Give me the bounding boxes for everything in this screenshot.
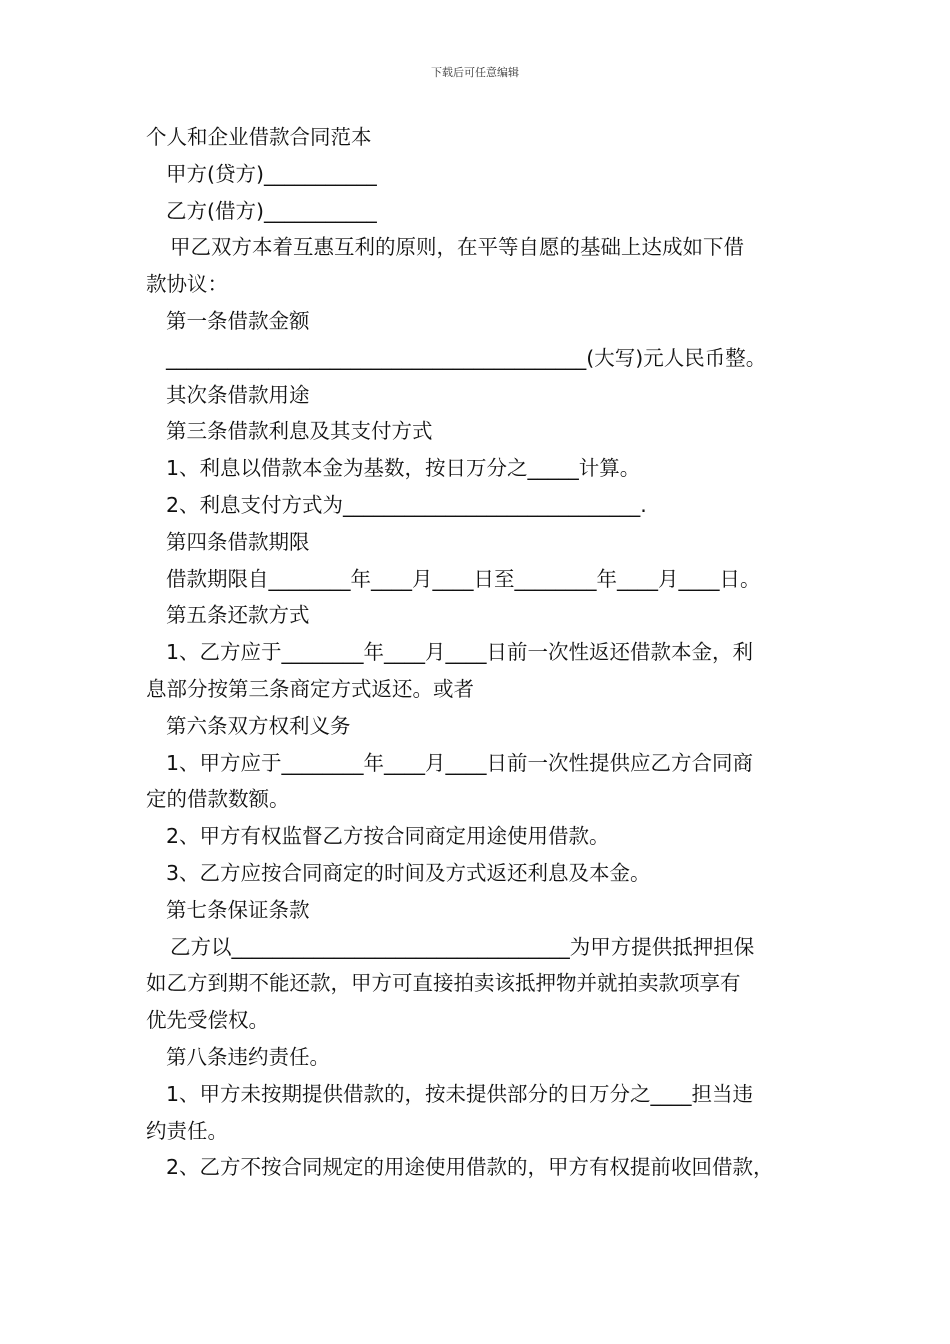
contract-line: 2、利息支付方式为_____________________________. [166,492,647,517]
contract-line: 甲乙双方本着互惠互利的原则，在平等自愿的基础上达成如下借 [170,235,744,260]
contract-line: _________________________________________(大写)元人民币整。 [166,345,767,370]
contract-line: 第三条借款利息及其支付方式 [166,419,433,444]
contract-line: 约责任。 [146,1118,228,1143]
contract-line: 借款期限自________年____月____日至________年____月____日。 [166,566,761,591]
contract-line: 第一条借款金额 [166,308,310,333]
contract-line: 3、乙方应按合同商定的时间及方式返还利息及本金。 [166,860,651,885]
page-header-note: 下载后可任意编辑 [431,66,519,79]
contract-line: 1、乙方应于________年____月____日前一次性返还借款本金，利 [166,640,754,665]
contract-line: 如乙方到期不能还款，甲方可直接拍卖该抵押物并就拍卖款项享有 [146,971,741,996]
contract-line: 定的借款数额。 [146,787,290,812]
contract-line: 第四条借款期限 [166,529,310,554]
contract-line: 个人和企业借款合同范本 [146,125,372,149]
contract-line: 第六条双方权利义务 [166,713,351,738]
contract-line: 优先受偿权。 [146,1008,269,1033]
contract-line: 第七条保证条款 [166,897,310,922]
contract-line: 其次条借款用途 [166,382,310,407]
contract-line: 1、利息以借款本金为基数，按日万分之_____计算。 [166,456,641,481]
contract-line: 2、乙方不按合同规定的用途使用借款的，甲方有权提前收回借款， [166,1155,774,1180]
contract-line: 息部分按第三条商定方式返还。或者 [146,676,474,701]
contract-line: 1、甲方未按期提供借款的，按未提供部分的日万分之____担当违 [166,1081,754,1106]
contract-line: 甲方(贷方)___________ [166,161,377,186]
contract-line: 第八条违约责任。 [166,1044,330,1069]
contract-line: 乙方以_________________________________为甲方提供抵押担保 [170,934,755,959]
contract-line: 第五条还款方式 [166,603,310,628]
contract-line: 1、甲方应于________年____月____日前一次性提供应乙方合同商 [166,750,754,775]
contract-body [146,119,818,1186]
contract-line: 2、甲方有权监督乙方按合同商定用途使用借款。 [166,824,610,849]
contract-line: 款协议： [146,272,228,297]
contract-line: 乙方(借方)___________ [166,198,377,223]
